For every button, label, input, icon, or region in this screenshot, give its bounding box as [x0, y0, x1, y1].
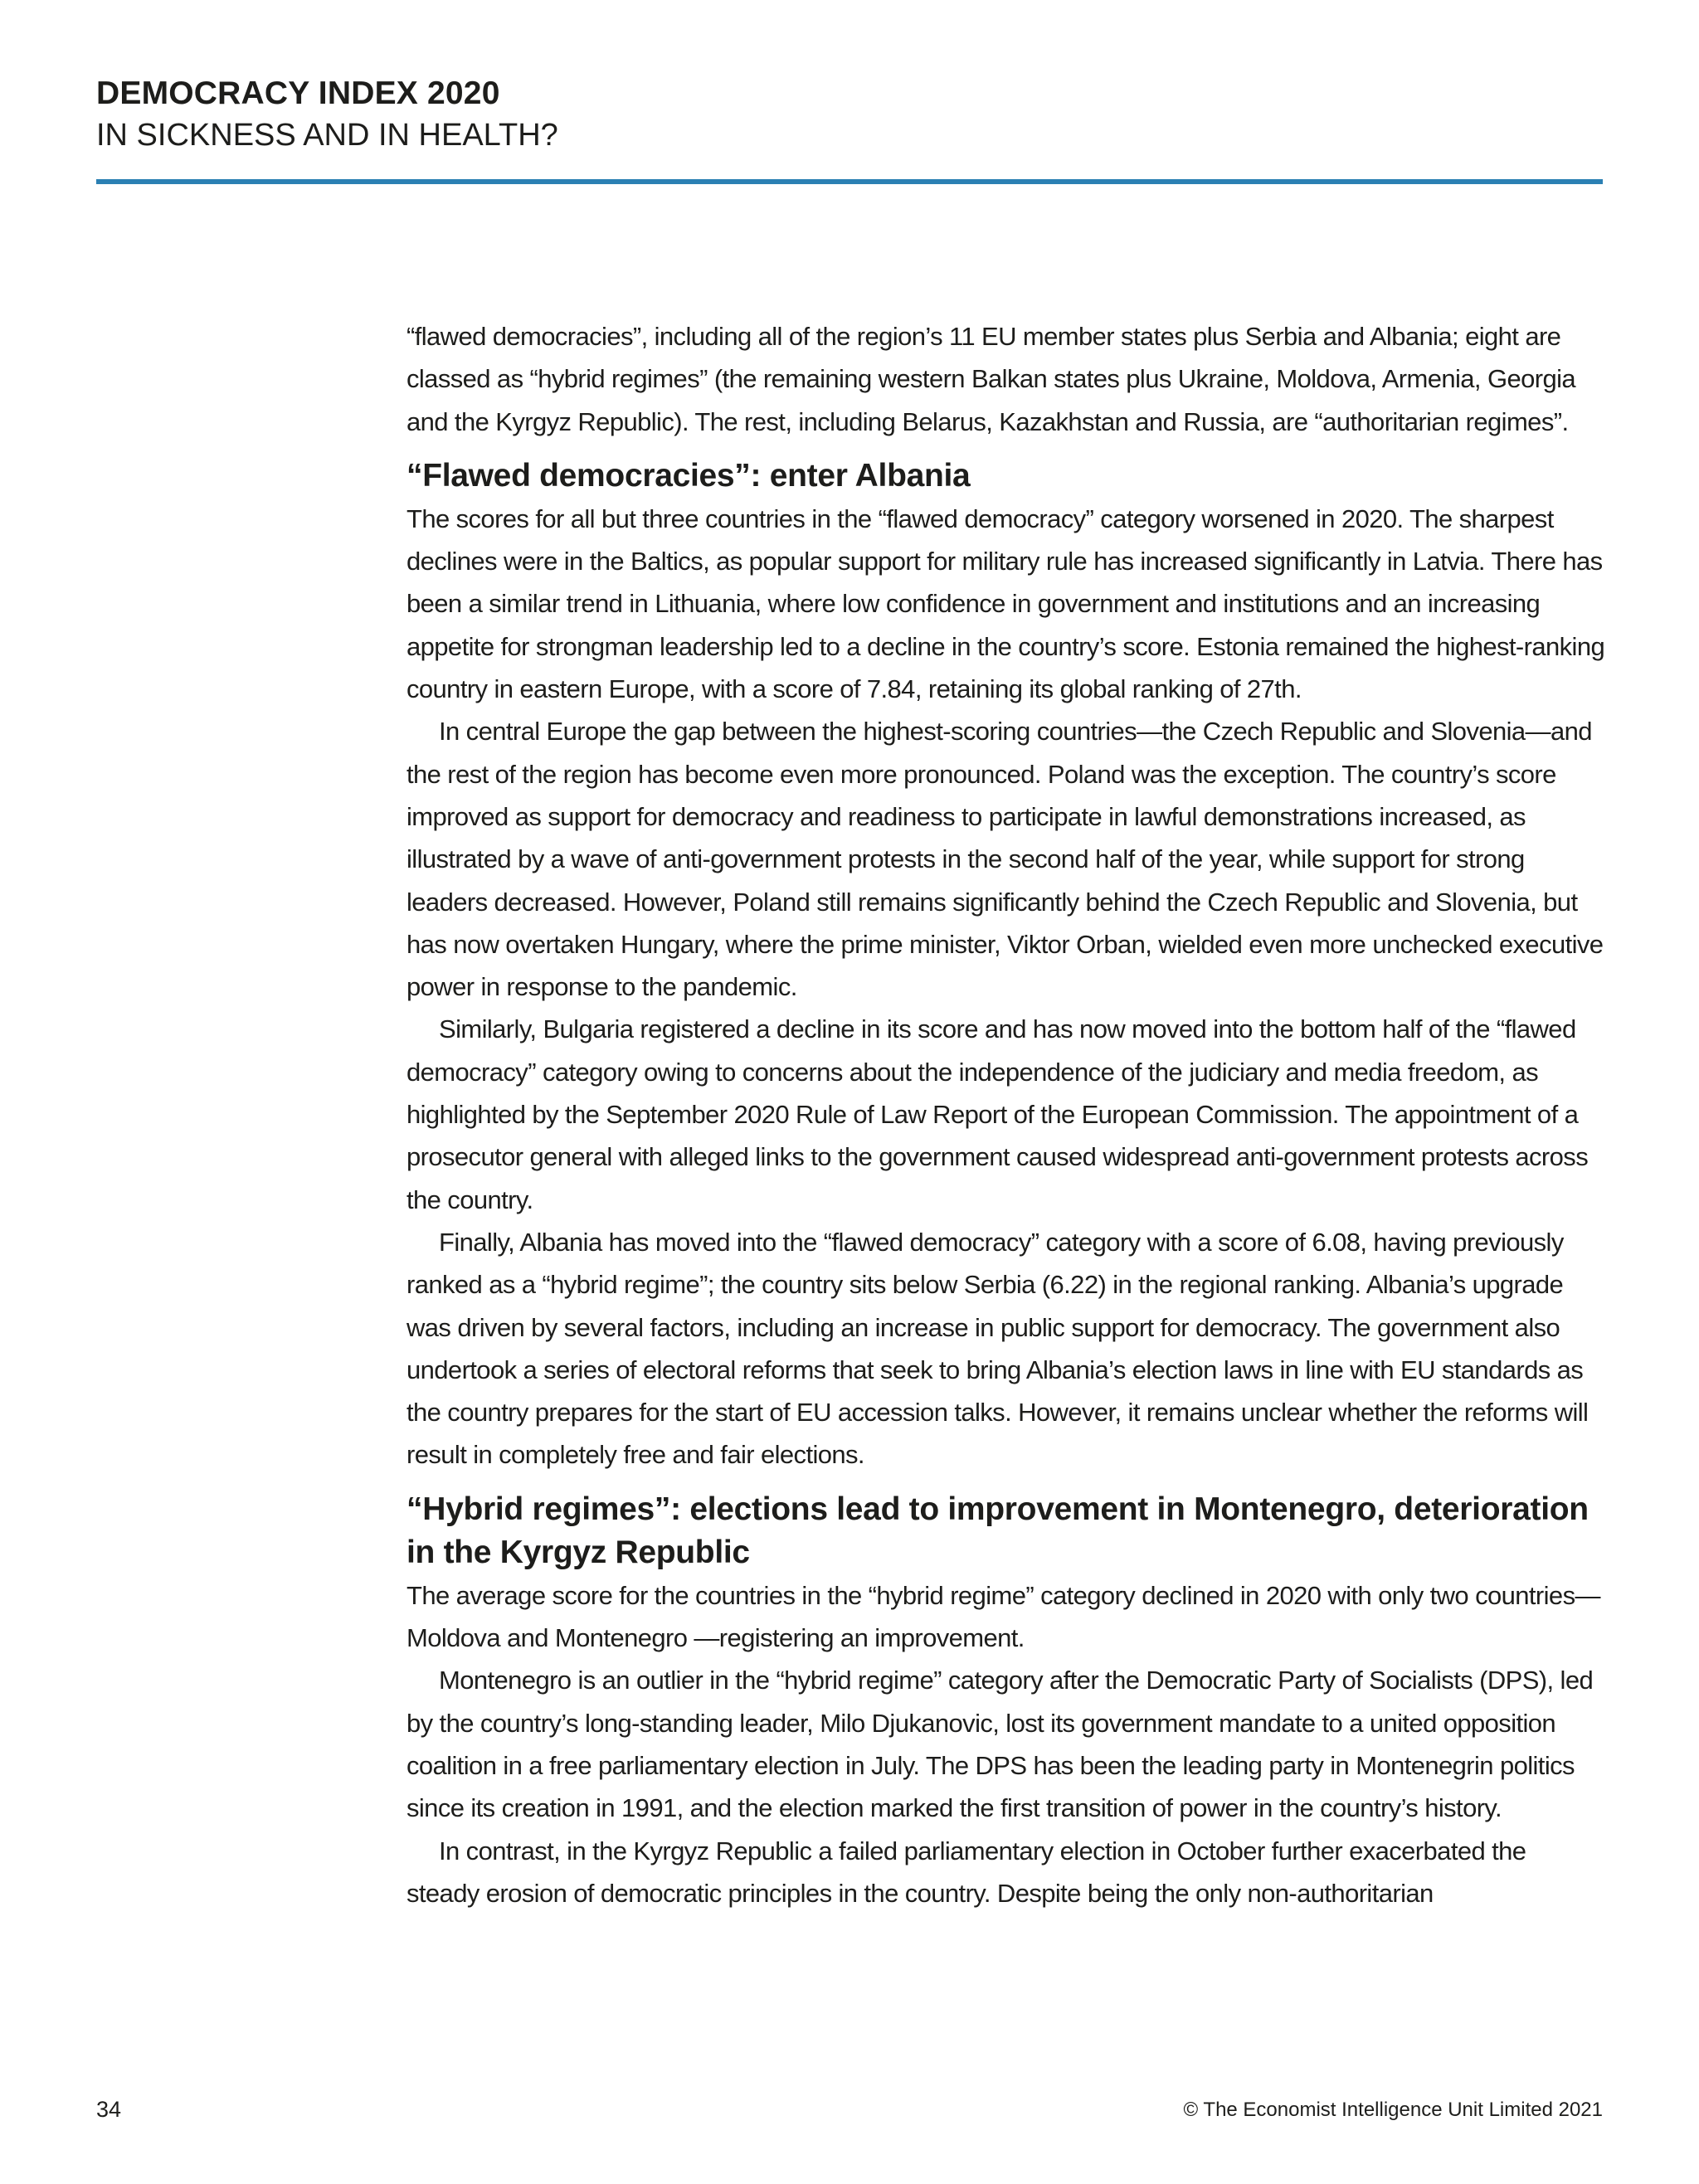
report-subtitle: IN SICKNESS AND IN HEALTH? — [96, 118, 558, 153]
body-paragraph: Montenegro is an outlier in the “hybrid regime” category after the Democratic Party of Socialists (DPS), led by the country’s long-standing leader, Milo Djukanovic, lost its government mandate to a united opposition coalition in a free parliamentary election in July. The DPS has been the leading party in Montenegrin politics since its creation in 1991, and the election marked the first transition of power in the country’s history. — [406, 1666, 1594, 1823]
intro-paragraph: “flawed democracies”, including all of the region’s 11 EU member states plus Serbia and Albania; eight are classed as “hybrid regimes” (the remaining western Balkan states plus Ukraine, Moldova, Armenia, Georgia and the Kyrgyz Republic). The rest, including Belarus, Kazakhstan and Russia, are “authoritarian regimes”. — [406, 322, 1576, 436]
header-divider — [96, 179, 1603, 184]
page-number: 34 — [96, 2097, 122, 2122]
article-body — [406, 315, 1605, 1914]
page-header — [96, 73, 1603, 156]
copyright-notice: © The Economist Intelligence Unit Limited 2021 — [1183, 2099, 1603, 2121]
body-paragraph: Similarly, Bulgaria registered a decline in its score and has now moved into the bottom half of the “flawed democracy” category owing to concerns about the independence of the judiciary and media freedom, as highlighted by the September 2020 Rule of Law Report of the European Commission. The appointment of a prosecutor general with alleged links to the government caused widespread anti-government protests across the country. — [406, 1014, 1589, 1214]
body-paragraph: The scores for all but three countries in the “flawed democracy” category worsened in 2020. The sharpest declines were in the Baltics, as popular support for military rule has increased significantly in Latvia. There has been a similar trend in Lithuania, where low confidence in government and institutions and an increasing appetite for strongman leadership led to a decline in the country’s score. Estonia remained the highest-ranking country in eastern Europe, with a score of 7.84, retaining its global ranking of 27th. — [406, 503, 1605, 704]
section-heading-flawed-democracies: “Flawed democracies”: enter Albania — [406, 457, 971, 494]
body-paragraph: The average score for the countries in the “hybrid regime” category declined in 2020 with only two countries—Moldova and Montenegro —registering an improvement. — [406, 1580, 1600, 1653]
body-paragraph: In central Europe the gap between the highest-scoring countries—the Czech Republic and Slovenia—and the rest of the region has become even more pronounced. Poland was the exception. The country’s score improved as support for democracy and readiness to participate in lawful demonstrations increased, as illustrated by a wave of anti-government protests in the second half of the year, while support for strong leaders decreased. However, Poland still remains significantly behind the Czech Republic and Slovenia, but has now overtaken Hungary, where the prime minister, Viktor Orban, wielded even more unchecked executive power in response to the pandemic. — [406, 717, 1604, 1002]
body-paragraph: In contrast, in the Kyrgyz Republic a failed parliamentary election in October further exacerbated the steady erosion of democratic principles in the country. Despite being the only non-authoritarian — [406, 1836, 1526, 1908]
report-title: DEMOCRACY INDEX 2020 — [96, 75, 500, 111]
body-paragraph: Finally, Albania has moved into the “flawed democracy” category with a score of 6.08, having previously ranked as a “hybrid regime”; the country sits below Serbia (6.22) in the regional ranking. Albania’s upgrade was driven by several factors, including an increase in public support for democracy. The government also undertook a series of electoral reforms that seek to bring Albania’s election laws in line with EU standards as the country prepares for the start of EU accession talks. However, it remains unclear whether the reforms will result in completely free and fair elections. — [406, 1227, 1589, 1470]
section-heading-hybrid-regimes: “Hybrid regimes”: elections lead to improvement in Montenegro, deterioration in the Kyrgyz Republic — [406, 1491, 1589, 1570]
